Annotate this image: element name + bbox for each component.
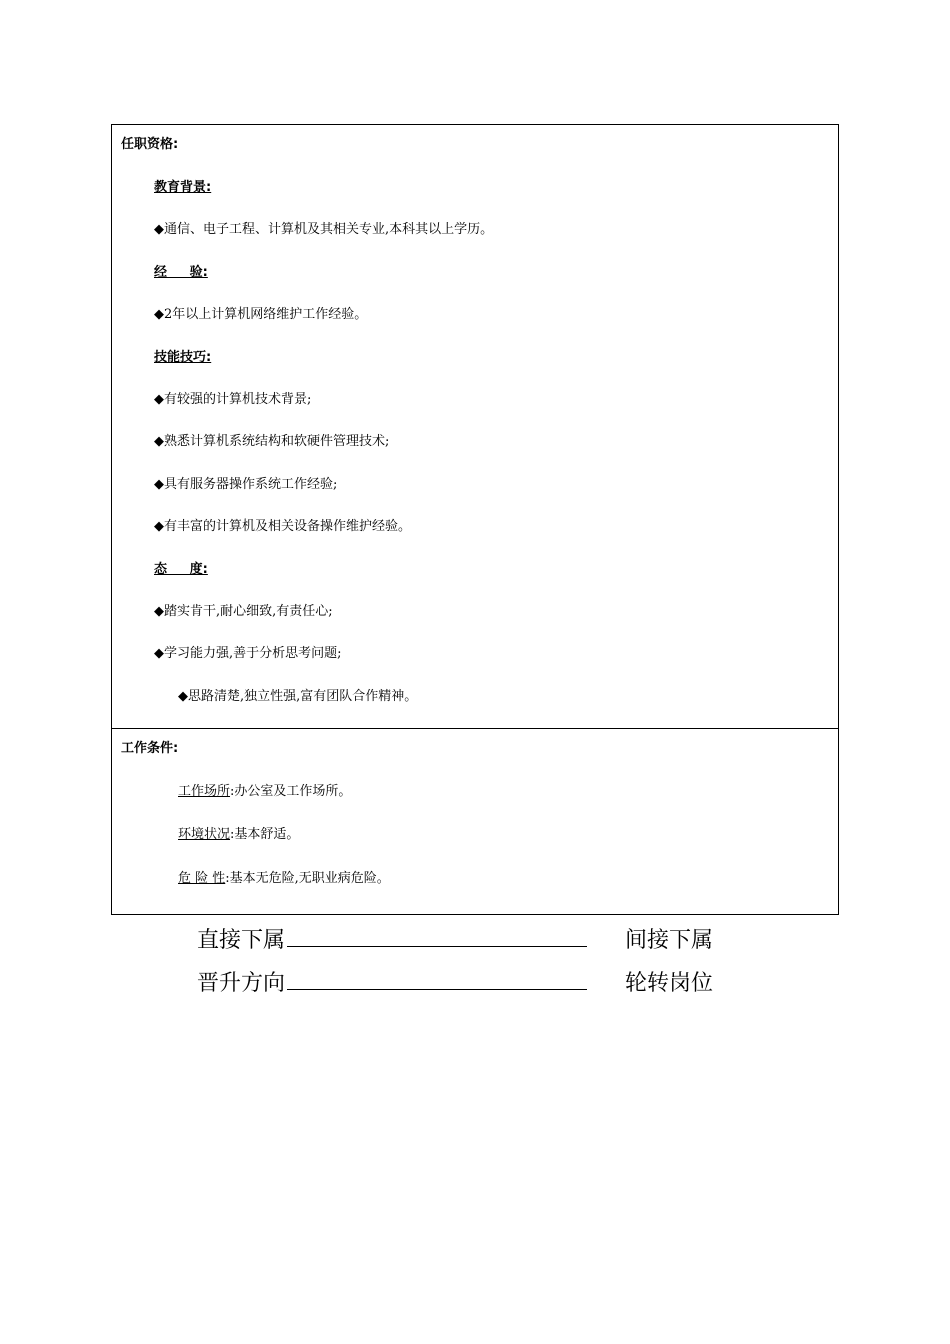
direct-subordinate-field <box>197 923 587 954</box>
environment-line <box>178 823 299 842</box>
skills-item: ◆有丰富的计算机及相关设备操作维护经验。 <box>154 519 411 534</box>
experience-item: ◆2年以上计算机网络维护工作经验。 <box>154 307 368 322</box>
skills-heading: 技能技巧: <box>154 350 212 365</box>
education-heading: 教育背景: <box>154 180 212 195</box>
skills-item: ◆有较强的计算机技术背景; <box>154 392 312 407</box>
promotion-direction-field <box>197 966 587 997</box>
qualifications-title: 任职资格: <box>121 137 179 152</box>
job-description-table <box>111 124 839 915</box>
skills-item: ◆具有服务器操作系统工作经验; <box>154 477 338 492</box>
attitude-item: ◆学习能力强,善于分析思考问题; <box>154 646 342 661</box>
workplace-value: :办公室及工作场所。 <box>230 784 352 799</box>
experience-heading: 经 验: <box>154 265 208 280</box>
hazard-label: 危 险 性 <box>178 871 226 886</box>
skills-item: ◆熟悉计算机系统结构和软硬件管理技术; <box>154 434 390 449</box>
direct-subordinate-blank <box>287 926 587 947</box>
rotation-position-label: 轮转岗位 <box>625 971 714 996</box>
work-conditions-title: 工作条件: <box>121 741 179 756</box>
indirect-subordinate-label: 间接下属 <box>625 928 714 953</box>
direct-subordinate-label: 直接下属 <box>197 928 286 953</box>
attitude-heading: 态 度: <box>154 562 208 577</box>
promotion-direction-label: 晋升方向 <box>197 971 286 996</box>
qualifications-section <box>112 125 838 729</box>
environment-value: :基本舒适。 <box>230 827 300 842</box>
workplace-line <box>178 780 351 799</box>
environment-label: 环境状况 <box>178 827 231 842</box>
workplace-label: 工作场所 <box>178 784 231 799</box>
promotion-direction-blank <box>287 969 587 990</box>
hazard-line <box>178 867 390 886</box>
attitude-item: ◆踏实肯干,耐心细致,有责任心; <box>154 604 333 619</box>
work-conditions-section <box>112 729 838 914</box>
hazard-value: :基本无危险,无职业病危险。 <box>225 871 390 886</box>
attitude-item: ◆思路清楚,独立性强,富有团队合作精神。 <box>178 689 418 704</box>
education-item: ◆通信、电子工程、计算机及其相关专业,本科其以上学历。 <box>154 222 494 237</box>
